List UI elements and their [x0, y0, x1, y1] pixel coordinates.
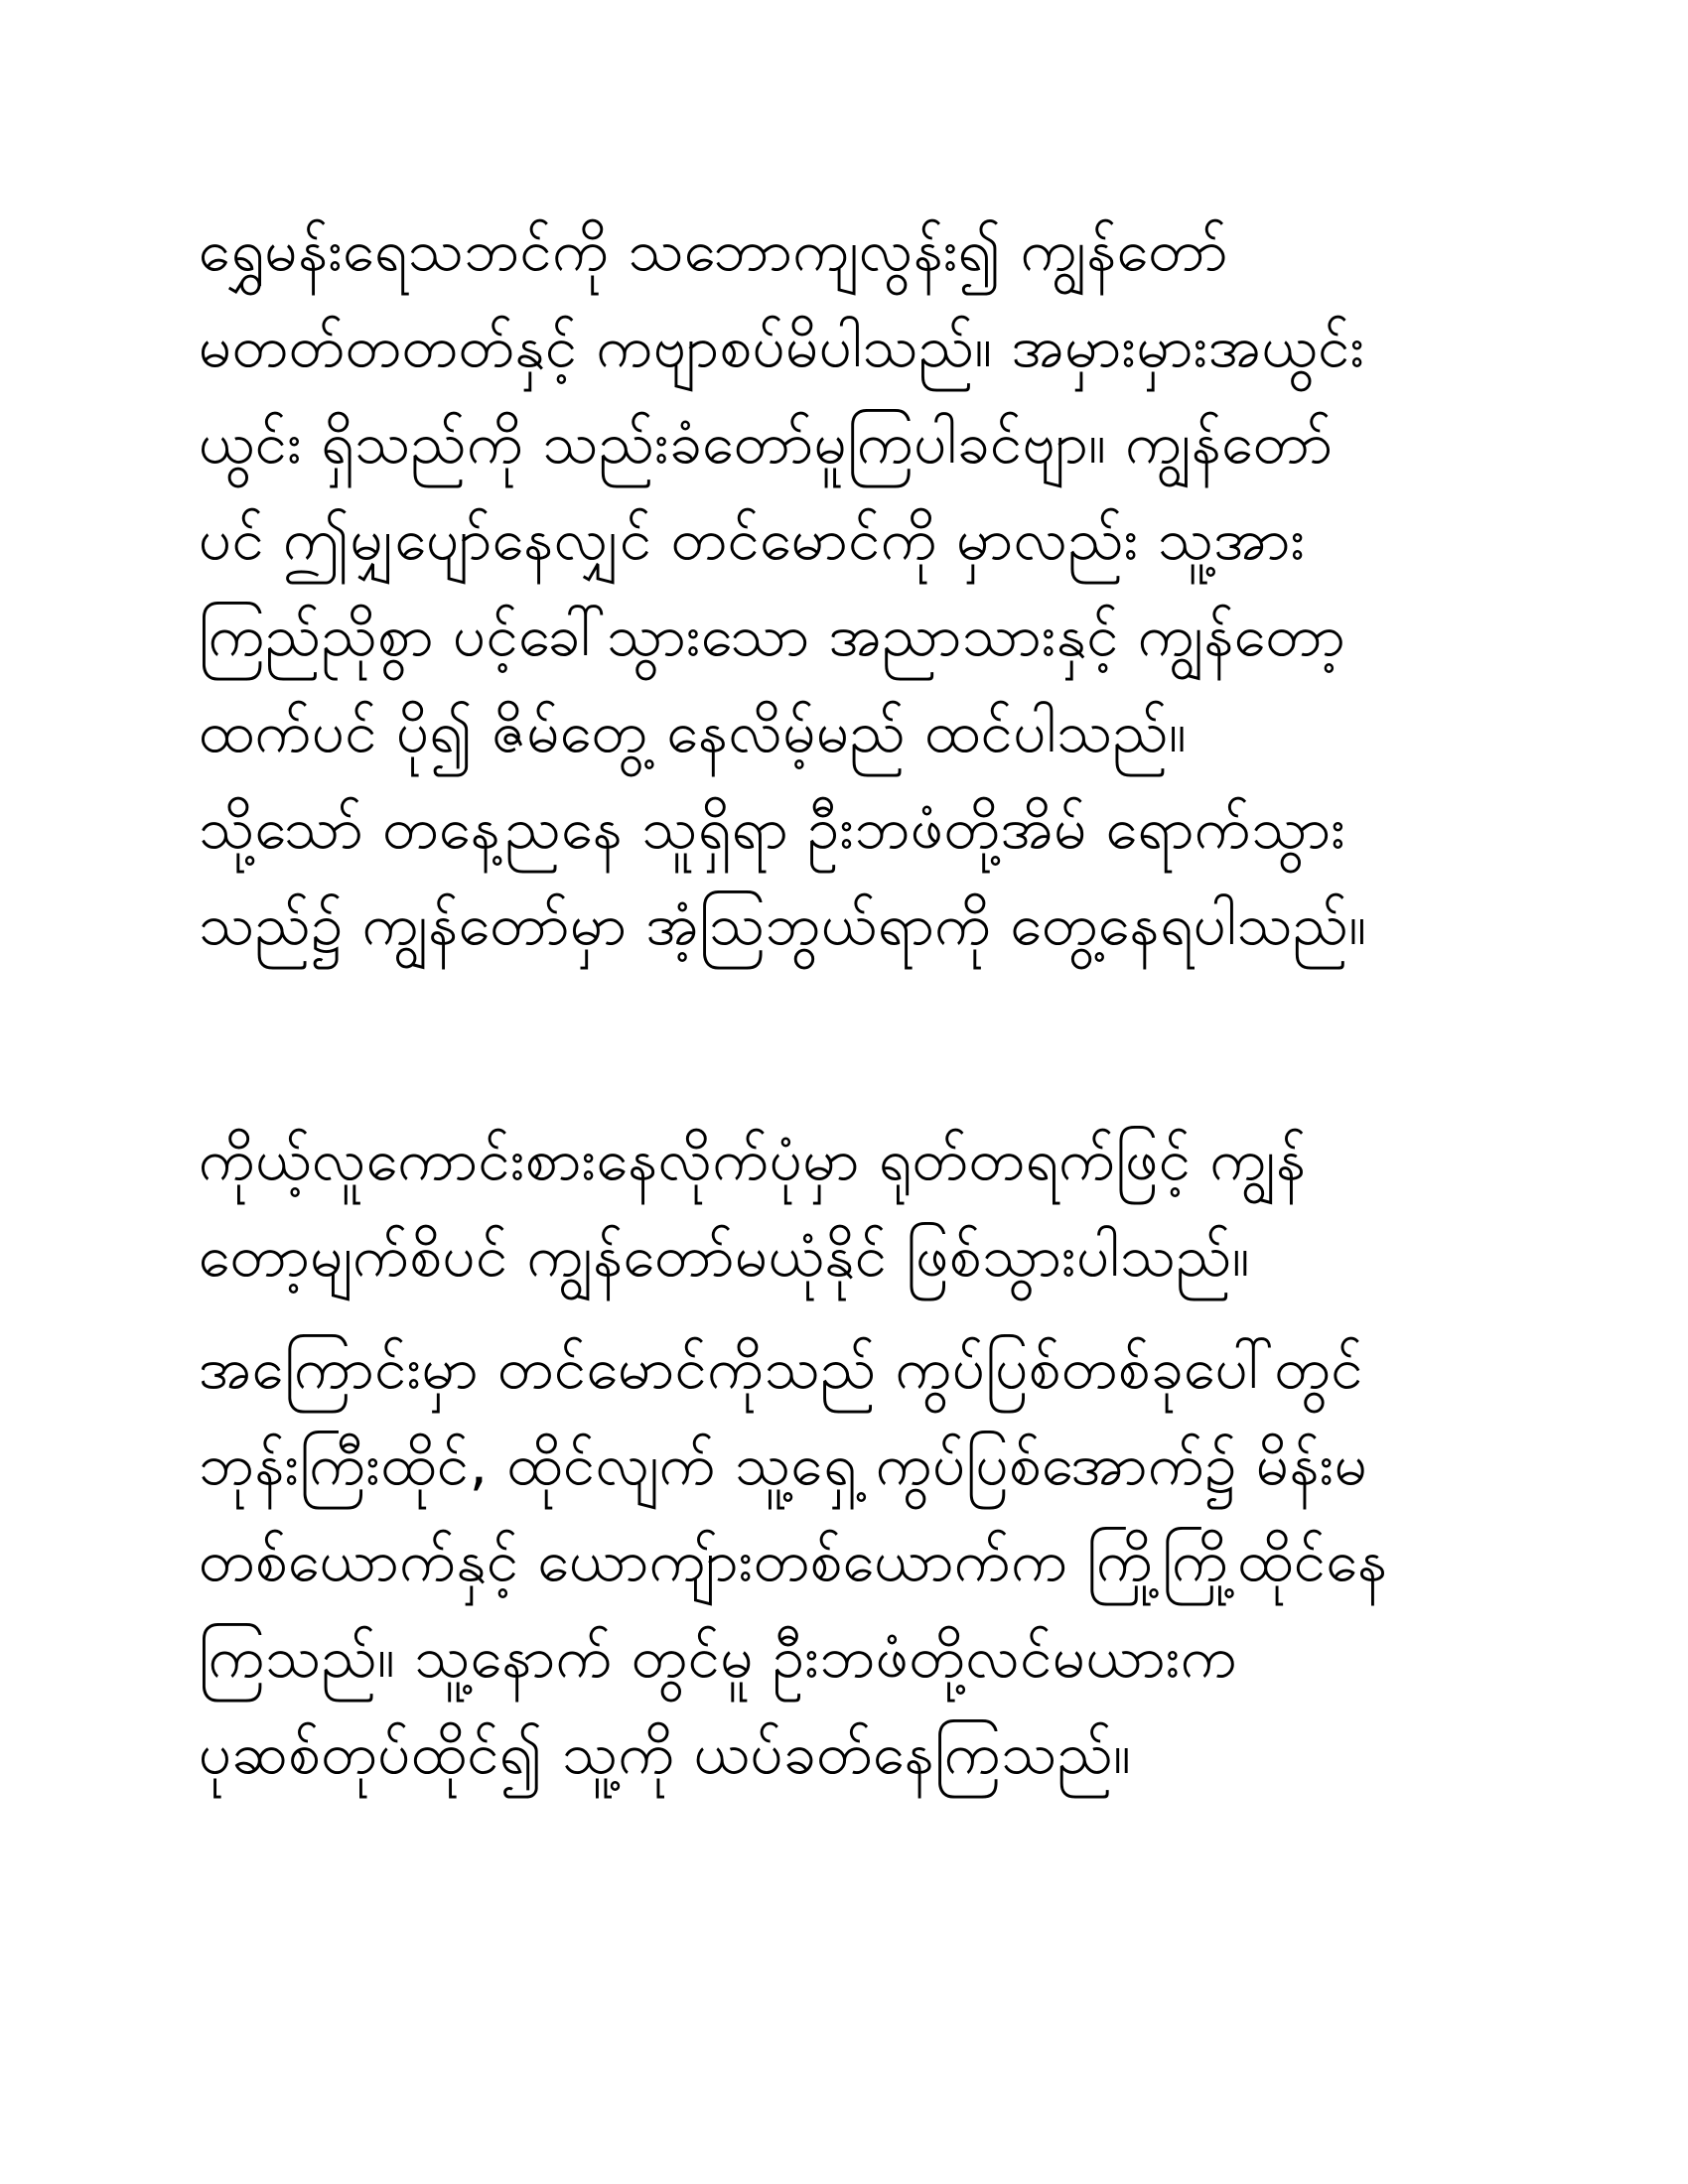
text-line: တော့မျက်စိပင် ကျွန်တော်မယုံနိုင် ဖြစ်သွားပါသည်။ — [199, 1222, 1250, 1290]
text-line: ပင် ဤမျှပျော်နေလျှင် တင်မောင်ကို မှာလည်း သူ့အား — [199, 505, 1306, 573]
text-line: မတတ်တတတ်နှင့် ကဗျာစပ်မိပါသည်။ အမှားမှားအယွင်း — [199, 313, 1365, 380]
text-line: ပုဆစ်တုပ်ထိုင်၍ သူ့ကို ယပ်ခတ်နေကြသည်။ — [199, 1719, 1132, 1787]
text-line: ဘုန်းကြီးထိုင်, ထိုင်လျက် သူ့ရှေ့ ကွပ်ပြစ်အောက်၌ မိန်းမ — [199, 1431, 1368, 1498]
text-line: ကြည်ညိုစွာ ပင့်ခေါ်သွားသော အညာသားနှင့် ကျွန်တော့ — [199, 602, 1346, 669]
text-line: သို့သော် တနေ့ညနေ သူရှိရာ ဦးဘဖံတို့အိမ် ရောက်သွား — [199, 794, 1346, 862]
text-line: ကိုယ့်လူကောင်းစားနေလိုက်ပုံမှာ ရုတ်တရက်ဖြင့် ကျွန် — [199, 1126, 1307, 1193]
text-line: သည်၌ ကျွန်တော်မှာ အံ့သြဘွယ်ရာကို တွေ့နေရပါသည်။ — [199, 890, 1367, 958]
text-line: ရွှေမန်းရေသဘင်ကို သဘောကျလွန်း၍ ကျွန်တော် — [199, 216, 1229, 284]
text-line: ယွင်း ရှိသည်ကို သည်းခံတော်မူကြပါခင်ဗျာ။ ကျွန်တော် — [199, 409, 1334, 477]
text-line: ကြသည်။ သူ့နောက် တွင်မူ ဦးဘဖံတို့လင်မယားက — [199, 1623, 1238, 1691]
text-line: ထက်ပင် ပို၍ ဇိမ်တွေ့ နေလိမ့်မည် ထင်ပါသည်။ — [199, 698, 1188, 765]
text-line: အကြောင်းမှာ တင်မောင်ကိုသည် ကွပ်ပြစ်တစ်ခုပေါ်တွင် — [199, 1334, 1364, 1402]
text-line: တစ်ယောက်နှင့် ယောကျ်ားတစ်ယောက်က ကြို့ကြို့ထိုင်နေ — [199, 1527, 1388, 1594]
